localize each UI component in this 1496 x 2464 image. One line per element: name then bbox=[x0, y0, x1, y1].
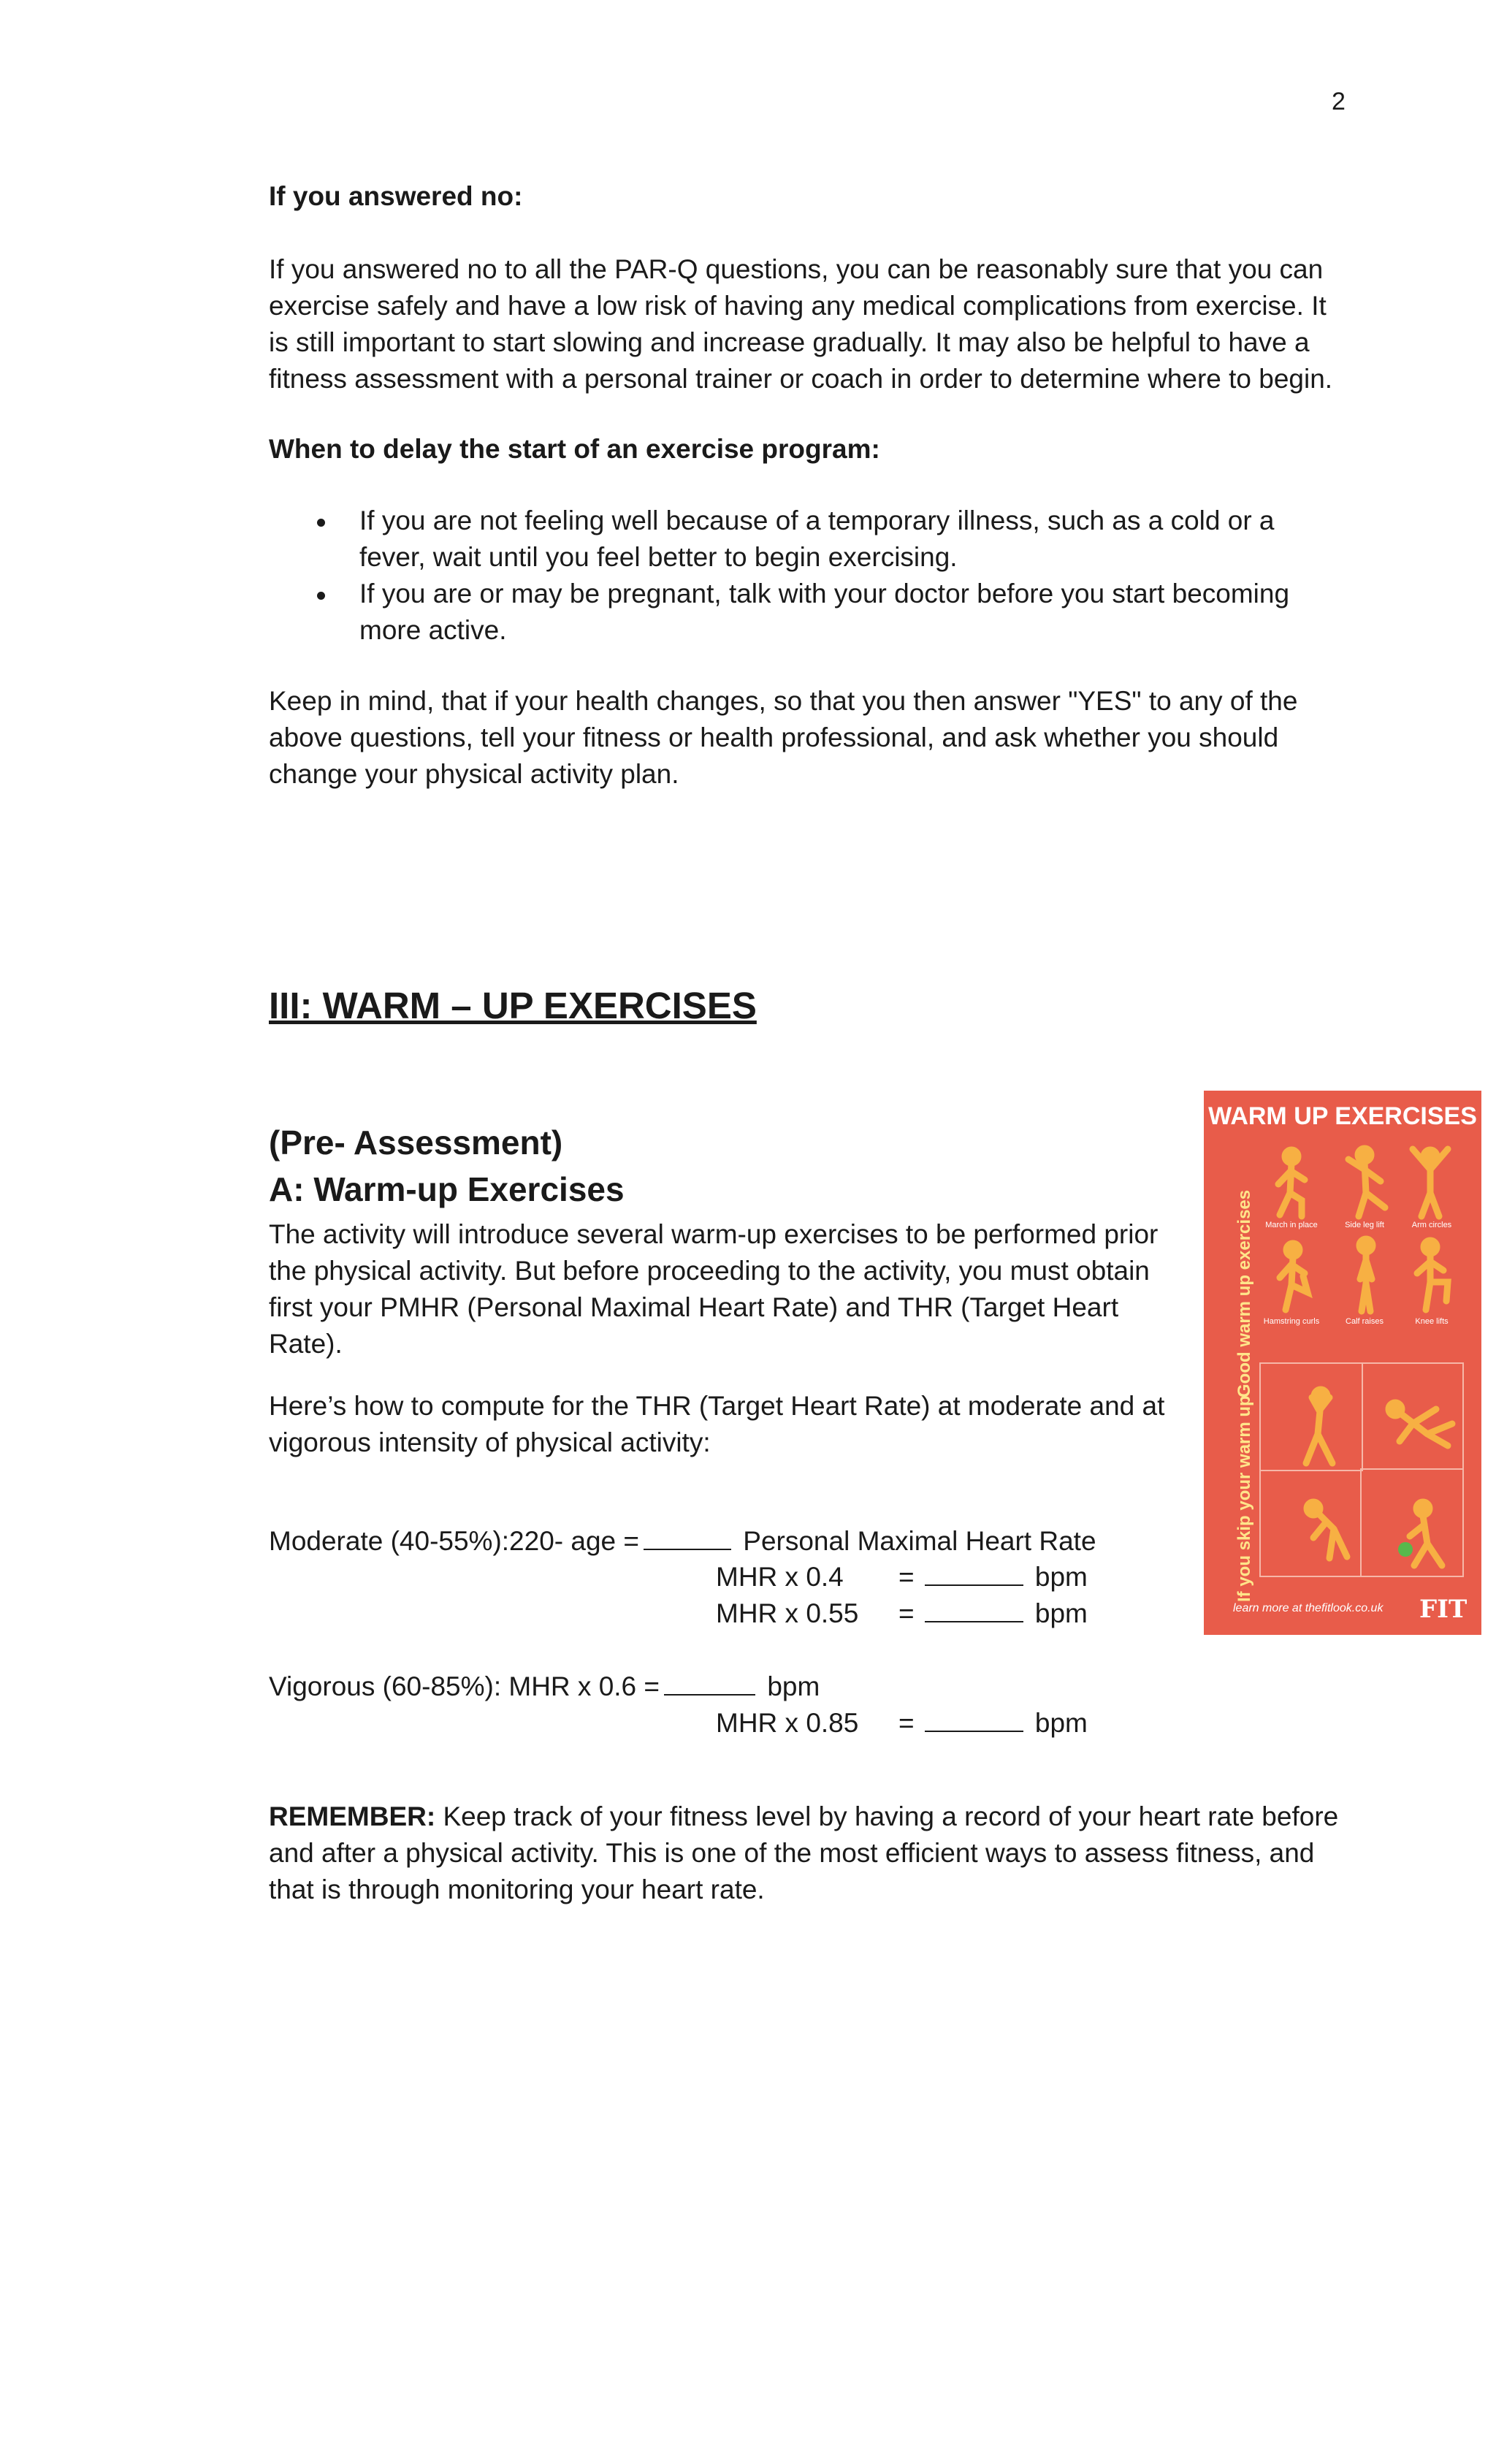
poster-label-knee: Knee lifts bbox=[1415, 1317, 1449, 1326]
poster-label-arm-circles: Arm circles bbox=[1411, 1221, 1452, 1229]
poster-side-text-top: Good warm up exercises bbox=[1234, 1189, 1254, 1397]
poster-label-hamstring: Hamstring curls bbox=[1263, 1317, 1320, 1326]
warmup-subtitle: A: Warm-up Exercises bbox=[269, 1170, 625, 1208]
formula-vigorous-row bbox=[269, 1668, 820, 1705]
bpm-unit: bpm bbox=[767, 1671, 820, 1701]
poster-side-text-bottom: If you skip your warm up bbox=[1234, 1395, 1254, 1602]
paragraph-answered-no: If you answered no to all the PAR-Q questions, you can be reasonably sure that you can exercise safely and have a low risk of having any medical complications from exercise. It is still important to start slowing and increase gradually. It may also be helpful to have a fitness assessment with a personal trainer or coach in order to determine where to begin. bbox=[269, 254, 1333, 394]
calf-raises-figure bbox=[1359, 1239, 1373, 1311]
poster-grid-divider bbox=[1259, 1362, 1363, 1471]
poster-label-march: March in place bbox=[1265, 1221, 1318, 1229]
poster-footer-text: learn more at thefitlook.co.uk bbox=[1233, 1602, 1384, 1614]
heading-answered-no: If you answered no: bbox=[269, 181, 523, 211]
section-title-warmup: III: WARM – UP EXERCISES bbox=[269, 985, 757, 1026]
formula-mhr-04-result bbox=[898, 1559, 1088, 1595]
delay-bullet-list bbox=[269, 503, 1328, 649]
remember-paragraph bbox=[269, 1799, 1350, 1908]
heading-delay: When to delay the start of an exercise program: bbox=[269, 434, 880, 464]
warmup-intro-paragraph: The activity will introduce several warm-up exercises to be performed prior the physical activity. But before proceeding to the activity, you must obtain first your PMHR (Personal Maximal Heart Rate) and THR (Target Heart Rate). bbox=[269, 1219, 1159, 1359]
bpm-unit: bpm bbox=[1034, 1598, 1088, 1628]
formula-mhr-055-row bbox=[716, 1595, 858, 1632]
delay-bullet-illness: If you are not feeling well because of a temporary illness, such as a cold or a fever, wait until you feel better to begin exercising. bbox=[269, 503, 1328, 576]
mhr-085-label: MHR x 0.85 bbox=[716, 1708, 859, 1738]
formula-mhr-085-result bbox=[898, 1705, 1088, 1742]
warmup-exercises-poster bbox=[1204, 1091, 1481, 1635]
formula-mhr-085-row bbox=[716, 1705, 858, 1742]
mhr-04-label: MHR x 0.4 bbox=[716, 1562, 844, 1592]
equals-sign: = bbox=[898, 1562, 915, 1592]
march-in-place-figure bbox=[1278, 1150, 1305, 1216]
formula-mhr-04-row bbox=[716, 1559, 844, 1595]
delay-bullet-pregnant: If you are or may be pregnant, talk with your doctor before you start becoming more active. bbox=[269, 576, 1328, 649]
equals-sign: = bbox=[898, 1598, 915, 1628]
page-number: 2 bbox=[1332, 88, 1346, 115]
remember-label: REMEMBER: bbox=[269, 1801, 436, 1831]
moderate-label: Moderate (40-55%):220- age = bbox=[269, 1526, 639, 1556]
paragraph-health-changes: Keep in mind, that if your health changes, so that you then answer "YES" to any of the above questions, tell your fitness or health professional, and ask whether you should change your physical activity plan. bbox=[269, 686, 1298, 789]
side-leg-lift-figure bbox=[1348, 1148, 1385, 1216]
poster-grid-divider bbox=[1360, 1468, 1464, 1577]
mhr-055-label: MHR x 0.55 bbox=[716, 1598, 859, 1628]
blank-mhr-04[interactable] bbox=[925, 1561, 1023, 1586]
hamstring-curls-figure bbox=[1280, 1243, 1308, 1310]
blank-age[interactable] bbox=[644, 1525, 731, 1550]
blank-mhr-06[interactable] bbox=[664, 1671, 755, 1696]
poster-label-side-leg: Side leg lift bbox=[1345, 1221, 1384, 1229]
moderate-result-label: Personal Maximal Heart Rate bbox=[743, 1526, 1096, 1556]
blank-mhr-085[interactable] bbox=[925, 1707, 1023, 1732]
formula-moderate-row bbox=[269, 1523, 1096, 1560]
blank-mhr-055[interactable] bbox=[925, 1598, 1023, 1622]
equals-sign: = bbox=[898, 1708, 915, 1738]
arm-circles-figure bbox=[1413, 1149, 1448, 1216]
thr-intro-paragraph: Here’s how to compute for the THR (Target Heart Rate) at moderate and at vigorous intensity of physical activity: bbox=[269, 1391, 1165, 1457]
poster-title: WARM UP EXERCISES bbox=[1208, 1102, 1477, 1130]
vigorous-label: Vigorous (60-85%): MHR x 0.6 = bbox=[269, 1671, 660, 1701]
pre-assessment-heading: (Pre- Assessment) bbox=[269, 1124, 563, 1162]
poster-label-calf: Calf raises bbox=[1346, 1317, 1384, 1326]
bpm-unit: bpm bbox=[1034, 1708, 1088, 1738]
remember-text: Keep track of your fitness level by having a record of your heart rate before and after a physical activity. This is one of the most efficient ways to assess fitness, and that is through monitoring your heart rate. bbox=[269, 1801, 1339, 1904]
fit-logo: FIT bbox=[1419, 1595, 1468, 1624]
knee-lifts-figure bbox=[1417, 1240, 1448, 1310]
formula-mhr-055-result bbox=[898, 1595, 1088, 1632]
bpm-unit: bpm bbox=[1034, 1562, 1088, 1592]
